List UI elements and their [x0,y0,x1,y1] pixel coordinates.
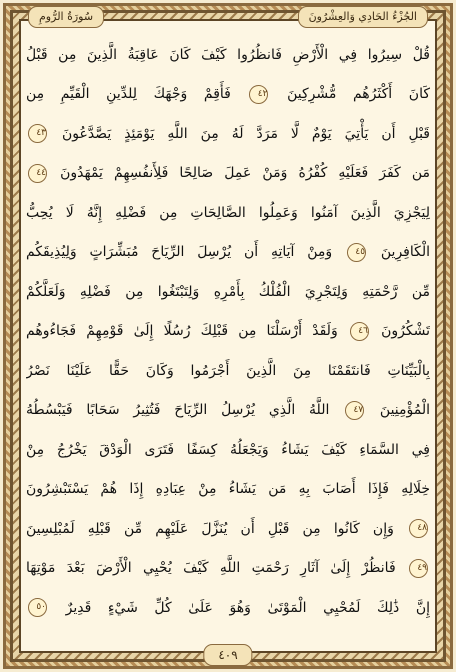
verse-text: كَانَ أَكْثَرُهُم مُّشْرِكِينَ [287,86,430,103]
verse-text: مَن كَفَرَ فَعَلَيْهِ كُفْرُهُ وَمَنْ عَمِلَ صَالِحًا فَلِأَنفُسِهِمْ يَمْهَدُونَ [60,165,430,182]
text-line [26,391,430,430]
text-line [26,273,430,312]
verse-text: لِيَجْزِيَ الَّذِينَ آمَنُوا وَعَمِلُوا الصَّالِحَاتِ مِن فَضْلِهِ إِنَّهُ لَا يُحِبُّ [26,204,430,221]
text-line [26,312,430,351]
verse-text: وَإِن كَانُوا مِن قَبْلِ أَن يُنَزَّلَ عَلَيْهِم مِّن قَبْلِهِ لَمُبْلِسِينَ [26,520,394,537]
ayah-number-marker: ٤٦ [350,322,369,341]
verse-text: الْكَافِرِينَ [380,244,430,261]
ayah-number-marker: ٤٢ [249,85,268,104]
page-number: ٤٠٩ [203,644,252,666]
ayah-number-marker: ٤٧ [345,401,364,420]
surah-title: سُورَةُ الرُّومِ [28,6,104,28]
verse-text: الْمُؤْمِنِينَ [379,402,430,419]
ayah-number-marker: ٤٤ [28,164,47,183]
verse-text: فَأَقِمْ وَجْهَكَ لِلدِّينِ الْقَيِّمِ مِن [26,86,231,103]
text-line [26,194,430,233]
ayah-number-marker: ٤٥ [347,243,366,262]
verse-text: مِّن رَّحْمَتِهِ وَلِتَجْرِيَ الْفُلْكُ بِأَمْرِهِ وَلِتَبْتَغُوا مِن فَضْلِهِ وَلَعَلَّكُمْ [26,283,430,300]
text-line [26,154,430,193]
text-line [26,470,430,509]
ayah-number-marker: ٥٠ [28,598,47,617]
verse-text: إِنَّ ذَٰلِكَ لَمُحْيِي الْمَوْتَىٰ وَهُوَ عَلَىٰ كُلِّ شَيْءٍ قَدِيرٌ [65,599,430,616]
text-line [26,431,430,470]
verse-text: فَانظُرْ إِلَىٰ آثَارِ رَحْمَتِ اللَّهِ كَيْفَ يُحْيِي الْأَرْضَ بَعْدَ مَوْتِهَا [26,560,396,577]
verse-text: تَشْكُرُونَ [381,323,430,340]
quran-page-text [26,36,430,628]
verse-text: وَمِنْ آيَاتِهِ أَن يُرْسِلَ الرِّيَاحَ مُبَشِّرَاتٍ وَلِيُذِيقَكُم [26,244,333,261]
text-line [26,75,430,114]
ayah-number-marker: ٤٣ [28,124,47,143]
ayah-number-marker: ٤٨ [409,519,428,538]
verse-text: فِي السَّمَاءِ كَيْفَ يَشَاءُ وَيَجْعَلُهُ كِسَفًا فَتَرَى الْوَدْقَ يَخْرُجُ مِنْ [26,441,430,458]
verse-text: قُلْ سِيرُوا فِي الْأَرْضِ فَانظُرُوا كَيْفَ كَانَ عَاقِبَةُ الَّذِينَ مِن قَبْلُ [26,47,430,63]
ayah-number-marker: ٤٩ [409,559,428,578]
text-line [26,115,430,154]
text-line [26,510,430,549]
juz-title: الجُزْءُ الحَادِي وَالعِشْرُونَ [298,6,428,28]
verse-text: وَلَقَدْ أَرْسَلْنَا مِن قَبْلِكَ رُسُلًا إِلَىٰ قَوْمِهِمْ فَجَاءُوهُم [26,323,338,340]
text-line [26,36,430,75]
text-line [26,233,430,272]
verse-text: خِلَالِهِ فَإِذَا أَصَابَ بِهِ مَن يَشَاءُ مِنْ عِبَادِهِ إِذَا هُمْ يَسْتَبْشِرُونَ [26,481,430,498]
text-line [26,352,430,391]
verse-text: اللَّهُ الَّذِي يُرْسِلُ الرِّيَاحَ فَتُثِيرُ سَحَابًا فَيَبْسُطُهُ [26,402,330,419]
text-line [26,589,430,628]
text-line [26,549,430,588]
verse-text: بِالْبَيِّنَاتِ فَانتَقَمْنَا مِنَ الَّذِينَ أَجْرَمُوا وَكَانَ حَقًّا عَلَيْنَا نَصْرُ [26,362,430,379]
verse-text: قَبْلِ أَن يَأْتِيَ يَوْمٌ لَّا مَرَدَّ لَهُ مِنَ اللَّهِ يَوْمَئِذٍ يَصَّدَّعُونَ [61,125,430,142]
